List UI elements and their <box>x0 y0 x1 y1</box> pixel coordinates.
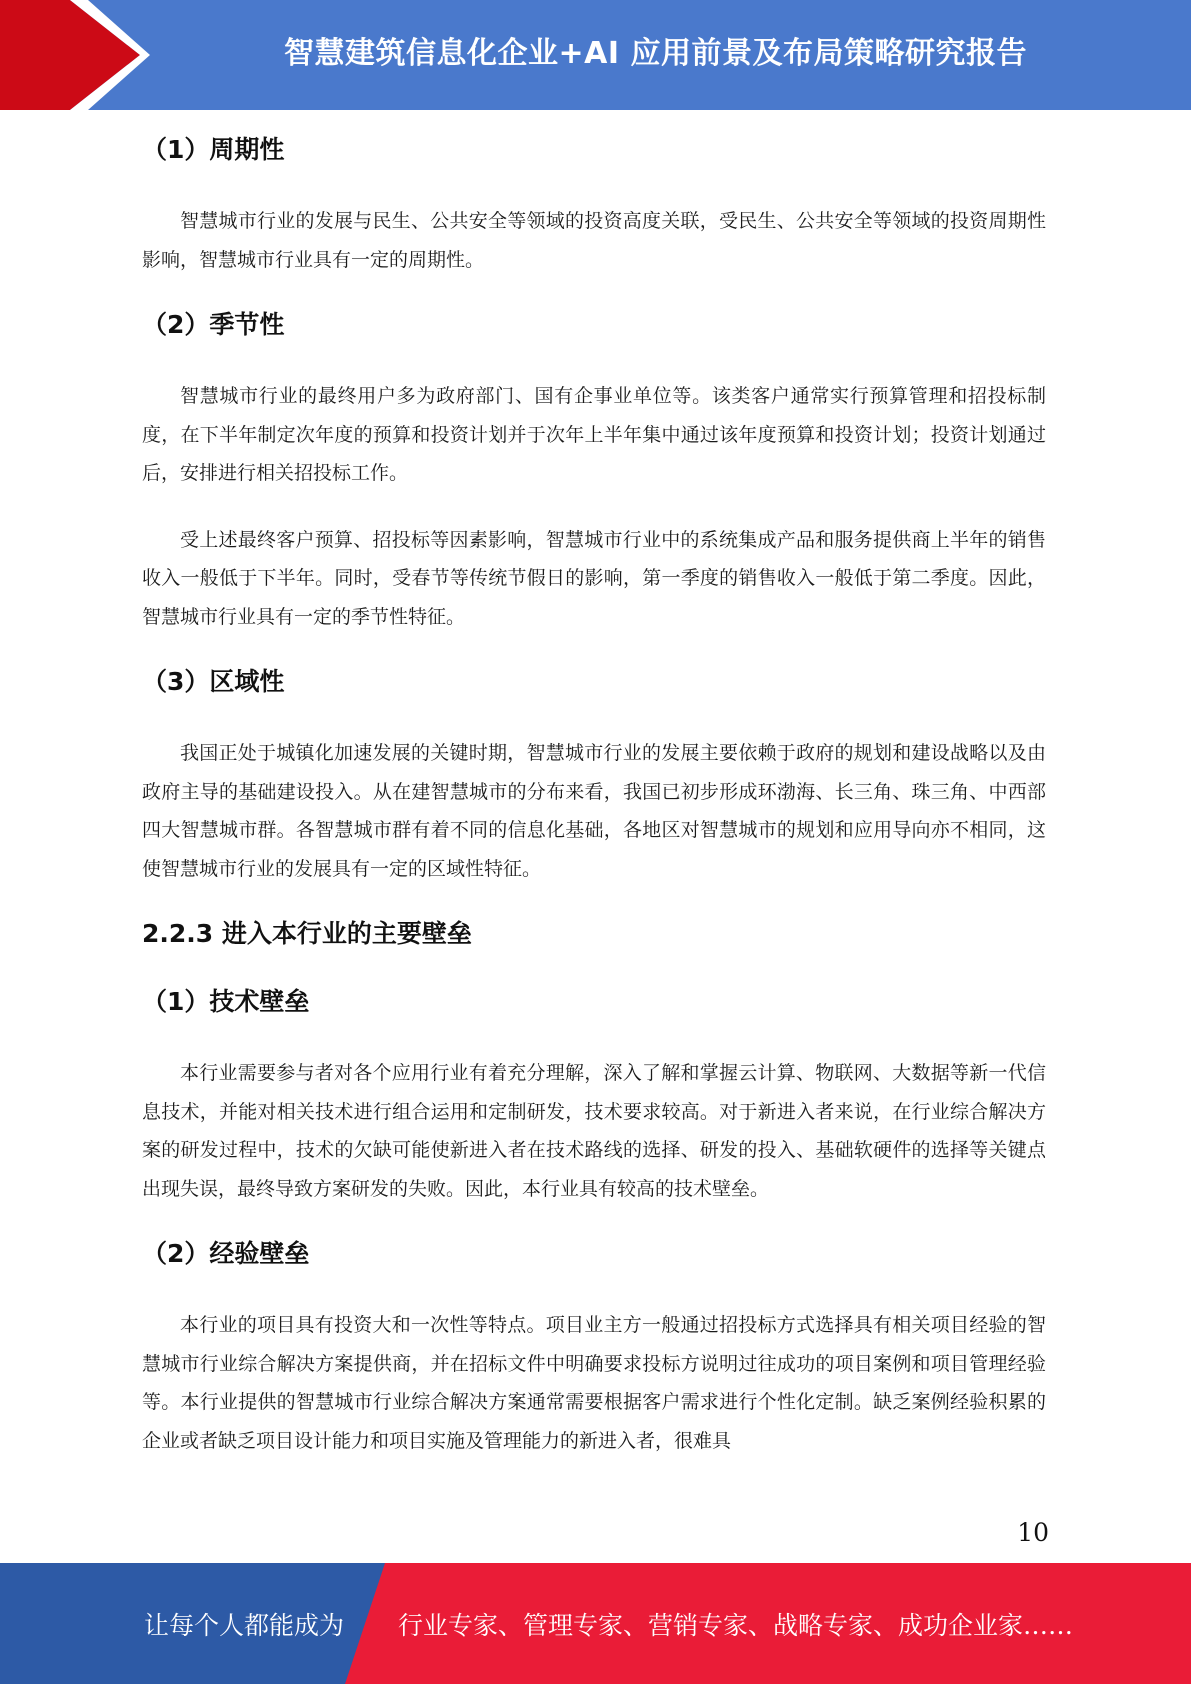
section-heading-tech-barrier: （1）技术壁垒 <box>142 987 310 1016</box>
paragraph-seasonality-2: 受上述最终客户预算、招投标等因素影响，智慧城市行业中的系统集成产品和服务提供商上半年的销售收入一般低于下半年。同时，受春节等传统节假日的影响，第一季度的销售收入一般低于第二季度。因此，智慧城市行业具有一定的季节性特征。 <box>142 528 1046 628</box>
section-heading-seasonality: （2）季节性 <box>142 310 285 339</box>
section-heading-regionality: （3）区域性 <box>142 667 285 696</box>
footer-slogan-left: 让每个人都能成为 <box>144 1610 345 1640</box>
page-header <box>0 0 1191 110</box>
section-heading-periodicity: （1）周期性 <box>142 135 285 164</box>
paragraph-periodicity: 智慧城市行业的发展与民生、公共安全等领域的投资高度关联，受民生、公共安全等领域的投资周期性影响，智慧城市行业具有一定的周期性。 <box>142 210 1046 271</box>
page-number: 10 <box>1017 1518 1049 1547</box>
section-heading-experience-barrier: （2）经验壁垒 <box>142 1239 310 1268</box>
paragraph-tech-barrier: 本行业需要参与者对各个应用行业有着充分理解，深入了解和掌握云计算、物联网、大数据等新一代信息技术，并能对相关技术进行组合运用和定制研发，技术要求较高。对于新进入者来说，在行业综合解决方案的研发过程中，技术的欠缺可能使新进入者在技术路线的选择、研发的投入、基础软硬件的选择等关键点出现失误，最终导致方案研发的失败。因此，本行业具有较高的技术壁垒。 <box>142 1062 1046 1200</box>
paragraph-experience-barrier: 本行业的项目具有投资大和一次性等特点。项目业主方一般通过招投标方式选择具有相关项目经验的智慧城市行业综合解决方案提供商，并在招标文件中明确要求投标方说明过往成功的项目案例和项目管理经验等。本行业提供的智慧城市行业综合解决方案通常需要根据客户需求进行个性化定制。缺乏案例经验积累的企业或者缺乏项目设计能力和项目实施及管理能力的新进入者，很难具 <box>142 1314 1046 1452</box>
subsection-heading-barriers: 2.2.3 进入本行业的主要壁垒 <box>142 919 472 948</box>
page-footer <box>0 1563 1191 1684</box>
paragraph-regionality: 我国正处于城镇化加速发展的关键时期，智慧城市行业的发展主要依赖于政府的规划和建设战略以及由政府主导的基础建设投入。从在建智慧城市的分布来看，我国已初步形成环渤海、长三角、珠三角、中西部四大智慧城市群。各智慧城市群有着不同的信息化基础，各地区对智慧城市的规划和应用导向亦不相同，这使智慧城市行业的发展具有一定的区域性特征。 <box>142 742 1046 880</box>
document-body <box>142 128 1046 1460</box>
paragraph-seasonality-1: 智慧城市行业的最终用户多为政府部门、国有企事业单位等。该类客户通常实行预算管理和招投标制度，在下半年制定次年度的预算和投资计划并于次年上半年集中通过该年度预算和投资计划；投资计划通过后，安排进行相关招投标工作。 <box>142 385 1046 484</box>
footer-slogan-right: 行业专家、管理专家、营销专家、战略专家、成功企业家…… <box>398 1610 1074 1640</box>
report-title: 智慧建筑信息化企业+AI 应用前景及布局策略研究报告 <box>284 36 1027 71</box>
